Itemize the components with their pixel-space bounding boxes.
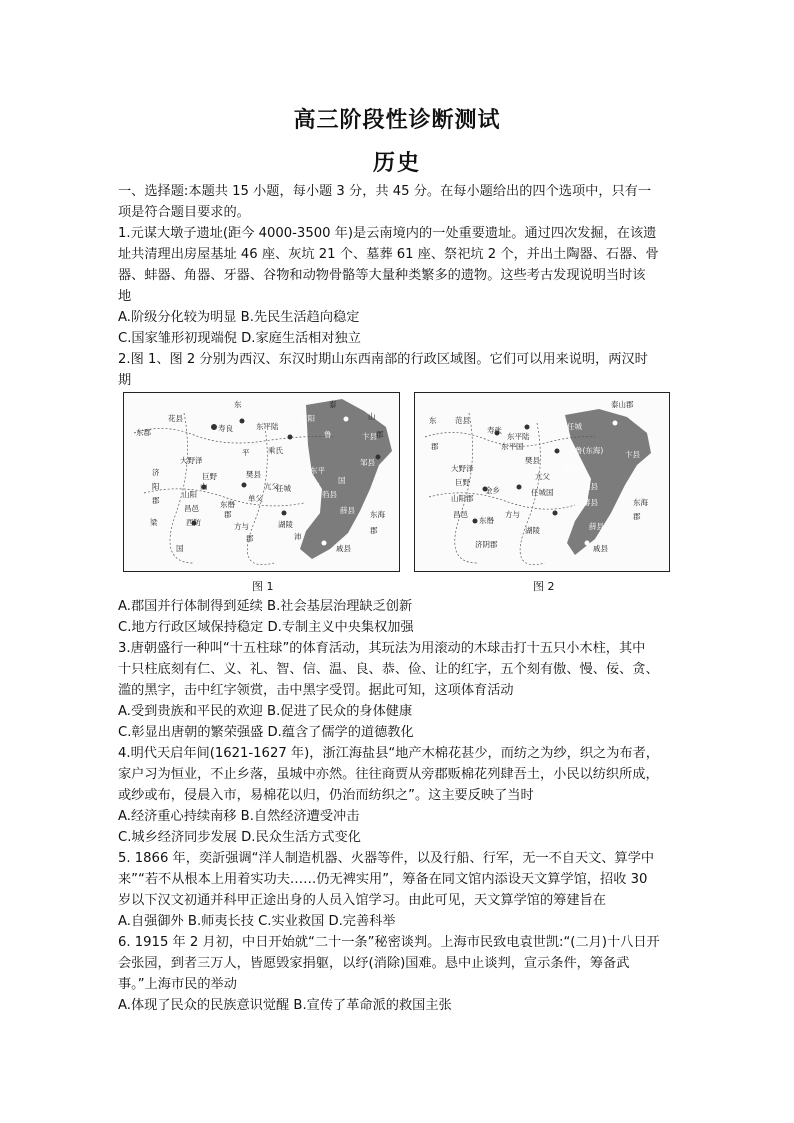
map-label: 东: [429, 416, 437, 425]
map-label: 薛县: [340, 506, 355, 515]
question-6-options: A.体现了民众的民族意识觉醒 B.宣传了革命派的救国主张: [118, 998, 452, 1013]
question-2-stem: 期: [118, 373, 132, 388]
map-label: 蕃: [312, 482, 320, 491]
map-label: 乘氏: [268, 446, 283, 455]
question-3-stem: 十只柱底刻有仁、义、礼、智、信、温、良、恭、俭、让的红字，五个刻有傲、慢、佞、贪、: [118, 662, 659, 677]
question-4-stem: 4.明代天启年间(1621-1627 年)，浙江海盐县“地产木棉花甚少，而纺之为纱，织之为布者，: [118, 746, 659, 761]
map-label: 东缗: [220, 500, 235, 509]
map-label: 郡: [633, 512, 641, 521]
map-label: 东缗: [479, 516, 494, 525]
subject-title: 历史: [372, 150, 421, 176]
map-label: 东平陆: [507, 432, 530, 441]
map-label: 卞县: [625, 450, 640, 459]
map-label: 单父: [248, 494, 263, 503]
map-label: 郡: [370, 526, 378, 535]
map-label: 任城: [567, 422, 582, 431]
map-label: 卞县: [362, 432, 377, 441]
map-label: 花县: [168, 414, 183, 423]
map-label: 樊县: [246, 470, 261, 479]
map-label: 山阳: [182, 490, 197, 499]
question-2-options: A.郡国并行体制得到延续 B.社会基层治理缺乏创新: [118, 599, 413, 614]
section-instruction: 项是符合题目要求的。: [118, 205, 250, 220]
map-label: 戚县: [336, 544, 351, 553]
map-label: 任城国: [531, 488, 554, 497]
map-label: 金乡: [485, 486, 500, 495]
question-2-options: C.地方行政区域保持稳定 D.专制主义中央集权加强: [118, 620, 414, 635]
map-label: 国: [176, 544, 184, 553]
map-label: 鲁: [324, 430, 332, 439]
section-instruction: 一、选择题:本题共 15 小题，每小题 3 分，共 45 分。在每小题给出的四个选项中，只有一: [118, 184, 652, 199]
map-label: 亢父: [264, 482, 279, 491]
question-1-options: C.国家雏形初现端倪 D.家庭生活相对独立: [118, 331, 361, 346]
question-4-stem: 家户习为恒业，不止乡落，虽城中亦然。往往商贾从旁郡贩棉花列肆吾土，小民以纺织所成，: [118, 767, 659, 782]
map-label: 驺县: [322, 490, 337, 499]
map-label: 东海: [370, 510, 385, 519]
map-label: 泰: [329, 400, 337, 409]
question-5-stem: 来”“若不从根本上用着实功夫……仍无裨实用”，筹备在同文馆内添设天文算学馆，招收 30: [118, 872, 648, 887]
map-label: 国: [338, 476, 346, 485]
map-label: 山: [200, 482, 208, 491]
map-label: 东郡: [136, 428, 151, 437]
question-4-options: A.经济重心持续南移 B.自然经济遭受冲击: [118, 809, 360, 824]
map-label: 济: [152, 468, 160, 477]
map-label: 邹县: [360, 458, 375, 467]
map-label: 湖陵: [278, 520, 293, 529]
map-label: 梁: [150, 518, 158, 527]
question-3-stem: 滥的黑字，击中红字领赏，击中黑字受罚。据此可知，这项体育活动: [118, 683, 514, 698]
figure-1-caption: 图 1: [252, 580, 274, 593]
question-5-stem: 岁以下汉文初通并科甲正途出身的人员入馆学习。由此可见，天文算学馆的筹建旨在: [118, 893, 606, 908]
map-label: 东平陆: [256, 422, 279, 431]
map-figure-1: [123, 392, 400, 572]
map-label: 方与: [505, 510, 520, 519]
map-label: 泰山郡: [611, 400, 634, 409]
question-1-stem: 地: [118, 289, 132, 304]
map-label: 山: [368, 412, 376, 421]
map-label: 郡: [152, 496, 160, 505]
question-5-options: A.自强御外 B.师夷长技 C.实业救国 D.完善科举: [118, 914, 396, 929]
shaded-region: [300, 399, 392, 559]
map-label: 巨野: [455, 478, 470, 487]
question-4-options: C.城乡经济同步发展 D.民众生活方式变化: [118, 830, 361, 845]
map-label: 湖陵: [525, 526, 540, 535]
figure-2-caption: 图 2: [533, 580, 555, 593]
map-label: 沛阳: [300, 414, 315, 423]
map-label: 山阳郡: [451, 494, 474, 503]
map-label: 大野泽: [180, 456, 203, 465]
map-label: 昌邑: [184, 504, 199, 513]
map-label: 范县: [455, 416, 470, 425]
map-label: 沛: [294, 532, 302, 541]
map-label: 东平国: [501, 442, 524, 451]
question-3-stem: 3.唐朝盛行一种叫“十五柱球”的体育活动，其玩法为用滚动的木球击打十五只小木柱，其中: [118, 641, 646, 656]
question-1-options: A.阶级分化较为明显 B.先民生活趋向稳定: [118, 310, 360, 325]
map-label: 大野泽: [451, 464, 474, 473]
map-label: 郡: [376, 430, 384, 439]
map-label: 寿良: [218, 424, 233, 433]
question-6-stem: 事。”上海市民的举动: [118, 977, 237, 992]
question-1-stem: 器、蚌器、角器、牙器、谷物和动物骨骼等大量种类繁多的遗物。这些考古发现说明当时该: [118, 268, 646, 283]
map-label: 济阴郡: [475, 540, 498, 549]
map-label: 东海: [633, 498, 648, 507]
question-1-stem: 址共清理出房屋基址 46 座、灰坑 21 个、墓葬 61 座、祭祀坑 2 个，并出土陶器、石器、骨: [118, 247, 659, 262]
map-label: 薛县: [589, 522, 604, 531]
map-figure-2: [414, 392, 670, 572]
question-3-options: C.彰显出唐朝的繁荣强盛 D.蕴含了儒学的道德教化: [118, 725, 414, 740]
map-label: 驺县: [583, 482, 598, 491]
exam-title: 高三阶段性诊断测试: [293, 107, 501, 133]
map-label: 东: [234, 400, 242, 409]
map-label: 东平: [310, 466, 325, 475]
map-label: 郡: [431, 442, 439, 451]
map-label: 鲁(东海): [575, 446, 604, 455]
map-label: 任城: [276, 484, 291, 493]
map-label: 西防: [186, 518, 201, 527]
question-2-stem: 2.图 1、图 2 分别为西汉、东汉时期山东西南部的行政区域图。它们可以用来说明，两汉时: [118, 352, 648, 367]
question-6-stem: 会张园，到者三万人，皆愿毁家捐躯，以纾(消除)国难。恳中止谈判，宣示条件，筹备武: [118, 956, 630, 971]
map-label: 方与: [234, 522, 249, 531]
map-label: 阳: [152, 482, 160, 491]
map-label: 昌邑: [453, 510, 468, 519]
question-4-stem: 或纱或布，侵晨入市，易棉花以归，仍治而纺织之”。这主要反映了当时: [118, 788, 534, 803]
map-label: 南平: [563, 464, 578, 473]
map-label: 蕃县: [583, 498, 598, 507]
question-1-stem: 1.元谋大墩子遗址(距今 4000-3500 年)是云南境内的一处重要遗址。通过四次发掘，在该遗: [118, 226, 657, 241]
map-label: 巨野: [202, 472, 217, 481]
map-label: 亢父: [535, 472, 550, 481]
map-label: 寿张: [487, 426, 502, 435]
question-5-stem: 5. 1866 年，奕訢强调“洋人制造机器、火器等件，以及行船、行军，无一不自天文、算学中: [118, 851, 655, 866]
map-label: 平: [242, 448, 250, 457]
map-label: 樊县: [525, 456, 540, 465]
question-3-options: A.受到贵族和平民的欢迎 B.促进了民众的身体健康: [118, 704, 413, 719]
map-label: 戚县: [593, 544, 608, 553]
question-6-stem: 6. 1915 年 2 月初，中日开始就“二十一条”秘密谈判。上海市民致电袁世凯:“(二月)十八日开: [118, 935, 660, 950]
map-label: 郡: [246, 534, 254, 543]
map-label: 郡: [224, 510, 232, 519]
